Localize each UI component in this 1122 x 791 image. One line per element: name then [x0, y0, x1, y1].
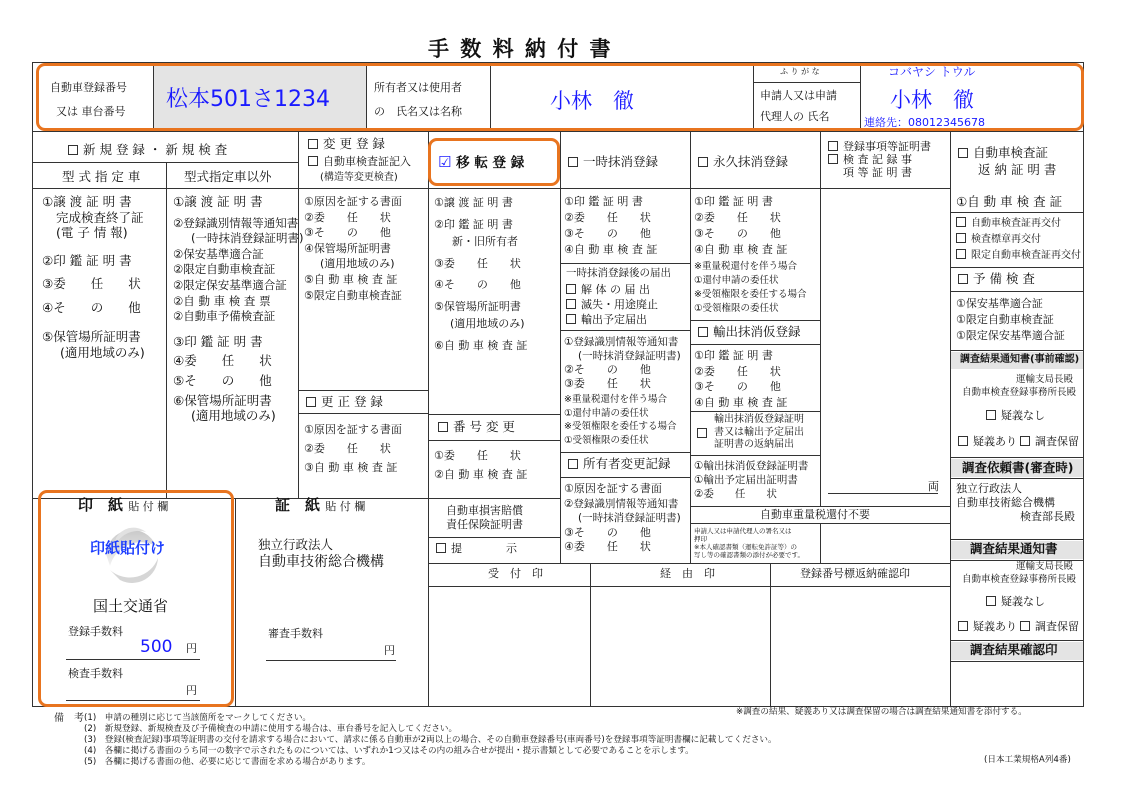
header-highlight — [36, 63, 1084, 131]
checkbox[interactable] — [438, 422, 448, 432]
col-owner-change-record[interactable]: 所有者変更記録 — [568, 457, 671, 471]
owner-name-label: の 氏名又は名称 — [374, 105, 462, 118]
checkbox[interactable] — [958, 148, 968, 158]
contact-number[interactable]: 連絡先：08012345678 — [864, 116, 985, 129]
checkbox[interactable] — [958, 274, 968, 284]
col-change-registration[interactable]: 変 更 登 録 — [308, 137, 385, 151]
stamp-area-title: 印 紙 貼 付 欄 — [78, 496, 169, 514]
notify-list — [566, 282, 658, 327]
checkbox[interactable] — [568, 459, 578, 469]
list-temporary-b: ①登録識別情報等通知書 (一時抹消登録証明書) ②そ の 他 ③委 任 状 — [564, 336, 681, 390]
checkbox[interactable] — [308, 139, 318, 149]
note-permanent: ※重量税還付を伴う場合 ①還付申請の委任状 ※受領権限を委任する場合 ①受領権限の委任状 — [694, 261, 807, 314]
plate-return-stamp: 登録番号標返納確認印 — [800, 567, 910, 580]
list-transfer: ①譲 渡 証 明 書 ②印 鑑 証 明 書 新・旧所有者 ③委 任 状 ④そ の 他 ⑤保管場所証明書 (適用地域のみ) ⑥自 動 車 検 査 証 — [434, 196, 528, 352]
mlit-label: 国土交通省 — [93, 597, 169, 615]
vehicle-count-unit: 両 — [928, 480, 939, 493]
yen-3: 円 — [384, 644, 395, 657]
checkbox[interactable] — [436, 543, 446, 553]
chassis-number-label: 又は 車台番号 — [56, 105, 126, 118]
list-permanent: ①印 鑑 証 明 書 ②委 任 状 ③そ の 他 ④自 動 車 検 査 証 — [694, 195, 788, 256]
applicant-label: 申請人又は申請 — [760, 89, 837, 102]
list-change: ①原因を証する書面 ②委 任 状 ③そ の 他 ④保管場所証明書 (適用地域のみ) ⑤自 動 車 検 査 証 ⑤限定自動車検査証 — [304, 195, 402, 302]
inspection-entry[interactable]: 自動車検査証記入 — [308, 156, 411, 169]
col-inspection-return[interactable]: 自動車検査証 — [958, 146, 1048, 160]
insurance-label-2: 責任保険証明書 — [446, 518, 523, 531]
checked-icon[interactable]: ☑ — [438, 153, 452, 171]
checkbox[interactable] — [698, 327, 708, 337]
jis-standard: (日本工業規格A列4番) — [984, 755, 1071, 765]
no-doubt-2[interactable]: 疑義なし — [986, 596, 1045, 609]
notes-list: (1) 申請の種別に応じて当該箇所をマークしてください。 (2) 新規登録、新規検査及び予備検査の申請に使用する場合は、車台番号を記入してください。 (3) 登録(検査記録)事項等証明書の交付を請求する場合において、請求に係る自動車が2両以上の場合、その自動車登録番号(車両番号)を登録事項等証明書欄に記載してください。 (4) 各欄に掲げる書面のうち同一の数字で示されたものについては、いずれか1つ又はその内の組み合せが提出・提示書類として必要であることを示します。 (5) 各欄に掲げる書面の他、必要に応じて書面を求める場合があります。 — [84, 713, 777, 767]
col-inspection-return-2: 返 納 証 明 書 — [978, 162, 1057, 177]
col-export-provisional[interactable]: 輸出抹消仮登録 — [698, 325, 801, 339]
branch-office-chief-2: 自動車検査登録事務所長殿 — [962, 574, 1077, 585]
review-fee-label: 審査手数料 — [268, 627, 323, 640]
notify-dismantle[interactable]: 解 体 の 届 出 — [566, 282, 658, 297]
receipt-stamp: 受 付 印 — [488, 567, 543, 580]
relay-stamp: 経 由 印 — [660, 567, 715, 580]
shoshi-org-1: 独立行政法人 — [258, 537, 334, 552]
col-new-registration[interactable]: 新 規 登 録 ・ 新 規 検 査 — [68, 143, 227, 157]
no-doubt-1[interactable]: 疑義なし — [986, 410, 1045, 423]
reg-number-label: 自動車登録番号 — [50, 81, 127, 94]
col-preliminary-inspection[interactable]: 予 備 検 査 — [958, 272, 1035, 286]
col-permanent-deregistration[interactable]: 永久抹消登録 — [698, 155, 788, 169]
reissue-checks: 自動車検査証再交付 検査標章再交付 限定自動車検査証再交付 — [956, 216, 1081, 264]
branch-chief-2: 運輸支局長殿 — [1016, 561, 1074, 572]
col-certificate-request: 登録事項等証明書 検 査 記 録 事 項 等 証 明 書 — [828, 140, 931, 179]
after-deregistration-head: 一時抹消登録後の届出 — [566, 267, 671, 279]
applicant-name[interactable]: 小林 徹 — [890, 88, 974, 112]
checkbox[interactable] — [568, 157, 578, 167]
request-at-review: 調査依頼書(審査時) — [962, 460, 1074, 475]
notify-loss[interactable]: 滅失・用途廃止 — [566, 297, 658, 312]
list-non-designated: ①譲 渡 証 明 書 ②登録識別情報等通知書 (一時抹消登録証明書) ②保安基準適合証 ②限定自動車検査証 ②限定保安基準適合証 ②自 動 車 検 査 票 ②自動車予備検査証 ③印 鑑 証 明 書 ④委 任 状 ⑤そ の 他 ⑥保管場所証明書 (適用地域のみ) — [173, 194, 304, 424]
list-designated: ①譲 渡 証 明 書 完成検査終了証 (電 子 情 報) ②印 鑑 証 明 書 ③委 任 状 ④そ の 他 ⑤保管場所証明書 (適用地域のみ) — [42, 194, 145, 360]
list-number-change: ①委 任 状 ②自 動 車 検 査 証 — [434, 449, 528, 481]
col-temporary-deregistration[interactable]: 一時抹消登録 — [568, 155, 658, 169]
notes-label: 備 考 — [54, 713, 84, 724]
certificate-stamp-title: 証 紙 貼 付 欄 — [275, 496, 366, 514]
list-owner-change: ①原因を証する書面 ②登録識別情報等通知書 (一時抹消登録証明書) ③そ の 他 ④委 任 状 — [564, 482, 681, 553]
request-org-1: 独立行政法人 — [956, 482, 1022, 495]
insurance-present[interactable]: 提 示 — [436, 543, 517, 556]
list-export-return: ①輸出抹消仮登録証明書 ①輸出予定届出証明書 ②委 任 状 — [694, 460, 809, 500]
list-correction: ①原因を証する書面 ②委 任 状 ③自 動 車 検 査 証 — [304, 423, 402, 474]
notice-result: 調査結果通知書 — [970, 541, 1058, 556]
branch-chief: 運輸支局長殿 — [1016, 374, 1074, 385]
doubt-hold-1[interactable]: 疑義あり 調査保留 — [958, 436, 1079, 449]
yen-2: 円 — [186, 684, 197, 697]
list-temporary: ①印 鑑 証 明 書 ②委 任 状 ③そ の 他 ④自 動 車 検 査 証 — [564, 195, 658, 256]
furigana-label: ふ り が な — [780, 67, 820, 76]
inspection-cert-item: ①自 動 車 検 査 証 — [956, 194, 1063, 209]
owner-label: 所有者又は使用者 — [374, 81, 462, 94]
structure-change-label: (構造等変更検査) — [320, 172, 398, 183]
checkbox[interactable] — [828, 141, 838, 151]
notify-export[interactable]: 輸出予定届出 — [566, 312, 658, 327]
sub-type-designated: 型 式 指 定 車 — [62, 169, 141, 184]
furigana-value[interactable]: コバヤシ トウル — [888, 65, 976, 79]
yen-1: 円 — [186, 642, 197, 655]
col-number-change[interactable]: 番 号 変 更 — [438, 420, 515, 434]
export-return-head: 輸出抹消仮登録証明 書又は輸出予定届出 証明書の返納届出 — [714, 414, 804, 450]
doubt-hold-2[interactable]: 疑義あり 調査保留 — [958, 621, 1079, 634]
request-org-3: 検査部長殿 — [1020, 510, 1075, 523]
note-temporary: ※重量税還付を伴う場合 ①還付申請の委任状 ※受領権限を委任する場合 ①受領権限の委任状 — [564, 394, 677, 446]
form-title: 手 数 料 納 付 書 — [428, 37, 613, 61]
insurance-label: 自動車損害賠償 — [446, 504, 523, 517]
branch-office-chief: 自動車検査登録事務所長殿 — [962, 387, 1077, 398]
weight-tax-note: 申請人又は申請代理人の署名又は 押印 ※本人確認書類（運転免許証等）の 写し等の確認書類の添付が必要です。 — [694, 527, 804, 559]
insp-fee-label: 検査手数料 — [68, 667, 123, 680]
checkbox[interactable] — [698, 157, 708, 167]
shoshi-org-2: 自動車技術総合機構 — [258, 554, 384, 570]
request-org-2: 自動車技術総合機構 — [956, 496, 1055, 509]
checkbox[interactable] — [308, 156, 318, 166]
checkbox[interactable] — [828, 154, 838, 164]
checkbox[interactable] — [306, 397, 316, 407]
fee-stamp-highlight — [38, 490, 234, 707]
stamp-here-label: 印紙貼付け — [90, 539, 166, 557]
weight-tax-head: 自動車重量税還付不要 — [760, 508, 870, 521]
checkbox[interactable] — [68, 145, 78, 155]
col-transfer-registration[interactable]: ☑ 移 転 登 録 — [438, 153, 525, 171]
notes-right: ※調査の結果、疑義あり又は調査保留の場合は調査結果通知書を添付する。 — [736, 707, 1027, 717]
transfer-highlight — [428, 138, 560, 186]
agent-name-label: 代理人の 氏名 — [760, 110, 830, 123]
checkbox[interactable] — [697, 428, 707, 438]
reg-fee-label: 登録手数料 — [68, 625, 123, 638]
reg-fee-value[interactable]: 500 — [140, 637, 173, 657]
result-confirm-stamp: 調査結果確認印 — [970, 642, 1058, 657]
list-export: ①印 鑑 証 明 書 ②委 任 状 ③そ の 他 ④自 動 車 検 査 証 — [694, 349, 788, 409]
sub-non-designated: 型式指定車以外 — [184, 169, 272, 184]
notice-precheck: 調査結果通知書(事前確認) — [960, 354, 1080, 365]
registration-number[interactable]: 松本501さ1234 — [166, 87, 330, 112]
col-correction-registration[interactable]: 更 正 登 録 — [306, 395, 383, 409]
owner-name[interactable]: 小林 徹 — [550, 89, 634, 113]
list-preliminary: ①保安基準適合証 ①限定自動車検査証 ①限定保安基準適合証 — [956, 297, 1065, 342]
